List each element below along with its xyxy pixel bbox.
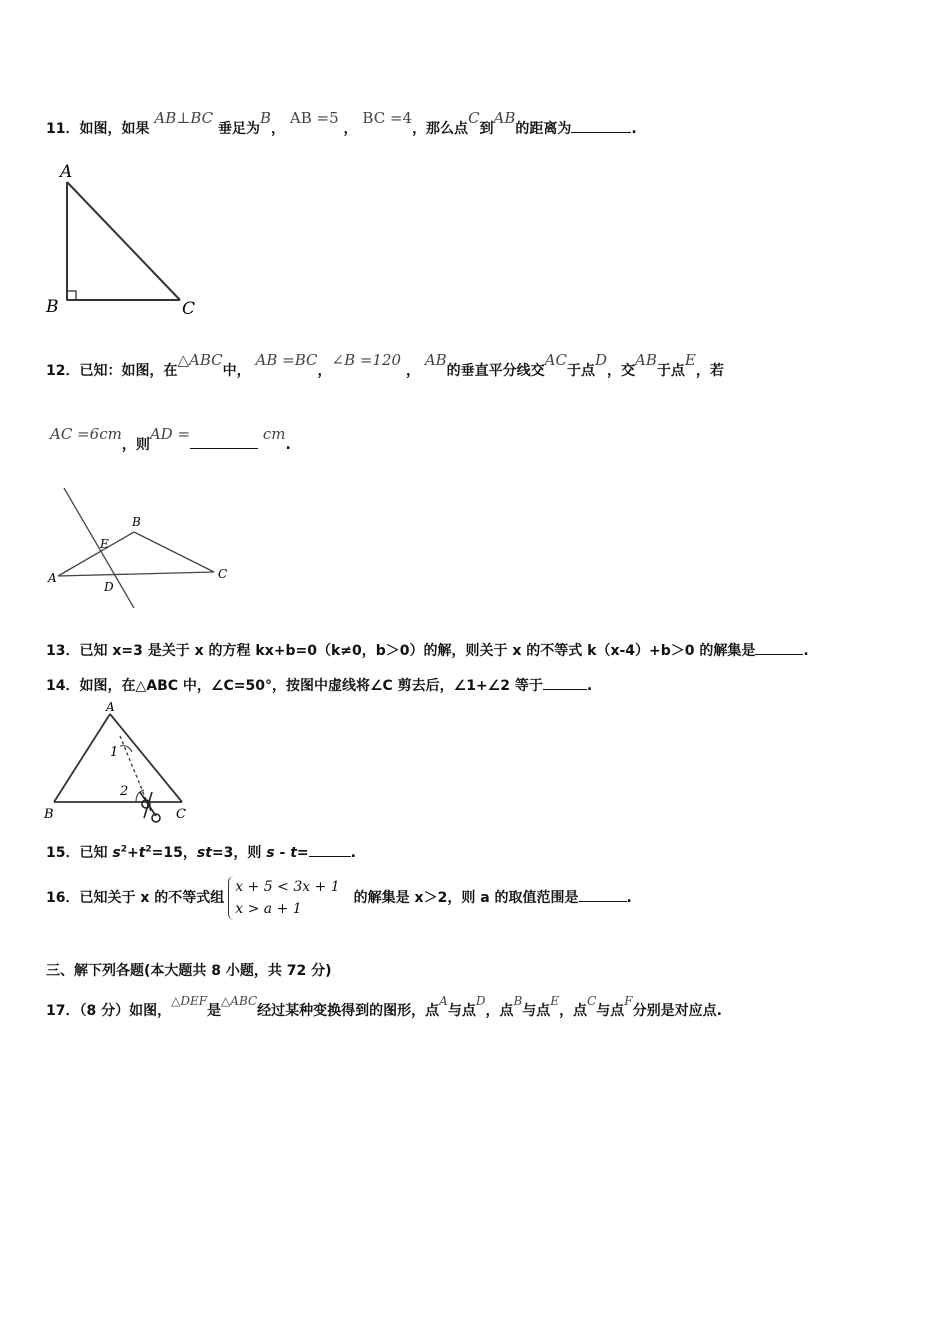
q17-math: △DEF	[171, 994, 208, 1008]
q12-math: AB =BC	[255, 351, 318, 369]
vertex-label: A	[60, 162, 73, 182]
answer-blank	[190, 436, 258, 449]
answer-blank	[755, 642, 803, 655]
q15-text: =3，则	[211, 845, 267, 861]
vertex-label: A	[106, 700, 115, 714]
q11-text: ，	[271, 121, 286, 137]
q12-math: AD =	[149, 425, 191, 443]
q15-exponent: 2	[145, 844, 152, 855]
q12-math: cm	[262, 425, 286, 443]
q11-math: B	[259, 109, 272, 127]
q12-math: ∠B =120	[331, 351, 402, 369]
q12-text: 的垂直平分线交	[446, 363, 545, 379]
q11-text: 垂足为	[217, 121, 260, 137]
q12-math: △ABC	[177, 351, 223, 369]
answer-blank	[309, 844, 351, 857]
q15-text: =	[296, 845, 309, 861]
q11-text: ，	[343, 121, 358, 137]
vertex-label: C	[218, 567, 228, 581]
q17-math: △ABC	[221, 994, 258, 1008]
q17-math: A	[439, 994, 448, 1008]
question-13	[46, 640, 809, 660]
q15-text: .	[350, 845, 356, 861]
q15-var: t	[290, 845, 297, 861]
q17-text: 17．（8 分）如图，	[46, 1003, 172, 1019]
q11-math: AB	[493, 109, 516, 127]
inequality-2: x > a + 1	[235, 901, 302, 917]
q17-text: ，点	[559, 1003, 588, 1019]
q15-var: s	[266, 845, 275, 861]
answer-blank	[571, 120, 631, 133]
section-heading	[46, 960, 332, 980]
q12-text: ，	[317, 363, 332, 379]
inequality-1: x + 5 < 3x + 1	[235, 879, 340, 895]
q15-var: t	[138, 845, 146, 861]
vertex-label: B	[46, 297, 59, 317]
q17-text: 与点	[447, 1003, 476, 1019]
q17-text: 分别是对应点.	[632, 1003, 722, 1019]
q11-math: AB =5	[289, 109, 339, 127]
question-12-line2	[50, 425, 291, 454]
q12-text: 于点	[566, 363, 595, 379]
q11-text: 如图，如果	[79, 121, 150, 137]
q17-math: C	[587, 994, 597, 1008]
q16-text: 的解集是 x＞2，则 a 的取值范围是	[353, 890, 579, 906]
q12-math: AC =6cm	[50, 425, 122, 443]
q15-var: st	[196, 845, 212, 861]
q17-text: 是	[207, 1003, 222, 1019]
question-11	[46, 109, 637, 138]
vertex-label: A	[48, 571, 57, 585]
q14-text: 14．如图，在△ABC 中，∠C=50°，按图中虚线将∠C 剪去后，∠1+∠2 等于	[46, 678, 543, 694]
q12-text: ，交	[607, 363, 636, 379]
figure-right-triangle	[40, 160, 210, 320]
q16-text: 16．已知关于 x 的不等式组	[46, 890, 225, 906]
q12-text: .	[285, 437, 291, 453]
scissors-icon	[140, 792, 160, 822]
vertex-label: B	[44, 807, 54, 822]
question-12	[46, 351, 724, 380]
figure-cut-triangle	[40, 698, 200, 828]
q16-text: .	[626, 890, 632, 906]
vertex-label: E	[100, 537, 109, 551]
vertex-label: B	[132, 515, 141, 529]
angle-label: 1	[110, 745, 119, 760]
q12-text: 中，	[222, 363, 251, 379]
q11-math: AB⊥BC	[154, 109, 214, 127]
q11-text: 到	[479, 121, 494, 137]
q17-math: B	[513, 994, 523, 1008]
q15-var: s	[112, 845, 121, 861]
q12-math: E	[684, 351, 696, 369]
question-16	[46, 876, 632, 920]
q13-text: .	[803, 643, 809, 659]
q15-text: 15．已知	[46, 845, 113, 861]
answer-blank	[543, 677, 587, 690]
q11-text: .	[631, 121, 637, 137]
q15-text: +	[126, 845, 139, 861]
q12-math: AB	[635, 351, 657, 369]
q17-text: 与点	[596, 1003, 625, 1019]
q11-math: BC =4	[362, 109, 413, 127]
q13-text: 13．已知 x=3 是关于 x 的方程 kx+b=0（k≠0，b＞0）的解，则关于 x 的不等式 k（x-4）+b＞0 的解集是	[46, 643, 756, 659]
vertex-label: C	[176, 807, 186, 822]
q11-number: 11．	[46, 121, 80, 137]
q12-text: ，若	[695, 363, 724, 379]
q17-math: E	[550, 994, 560, 1008]
q14-text: .	[586, 678, 593, 694]
inequality-system	[228, 876, 339, 920]
vertex-label: D	[104, 580, 114, 594]
figure-perpendicular-bisector	[46, 484, 246, 612]
q15-text: -	[274, 845, 291, 861]
section-title: 三、解下列各题(本大题共 8 小题，共 72 分)	[46, 963, 332, 979]
q17-text: 经过某种变换得到的图形，点	[257, 1003, 440, 1019]
q12-math: D	[594, 351, 608, 369]
q17-math: D	[475, 994, 486, 1008]
question-15	[46, 842, 356, 862]
q11-math: C	[468, 109, 480, 127]
q12-text: ，	[405, 363, 420, 379]
question-14	[46, 675, 592, 695]
q11-text: 的距离为	[515, 121, 572, 137]
q11-text: ，那么点	[412, 121, 469, 137]
q17-text: ，点	[485, 1003, 514, 1019]
angle-label: 2	[120, 784, 129, 799]
q12-number: 12．	[46, 363, 80, 379]
question-17	[46, 994, 722, 1020]
q17-math: F	[624, 994, 633, 1008]
q12-text: 已知：如图，在	[79, 363, 178, 379]
q12-math: AB	[424, 351, 447, 369]
q15-text: =15，	[151, 845, 197, 861]
vertex-label: C	[182, 299, 196, 319]
q12-text: 于点	[656, 363, 685, 379]
q12-math: AC	[544, 351, 567, 369]
q17-text: 与点	[522, 1003, 551, 1019]
q12-text: ，则	[121, 437, 150, 453]
answer-blank	[579, 889, 627, 902]
q15-exponent: 2	[120, 844, 127, 855]
